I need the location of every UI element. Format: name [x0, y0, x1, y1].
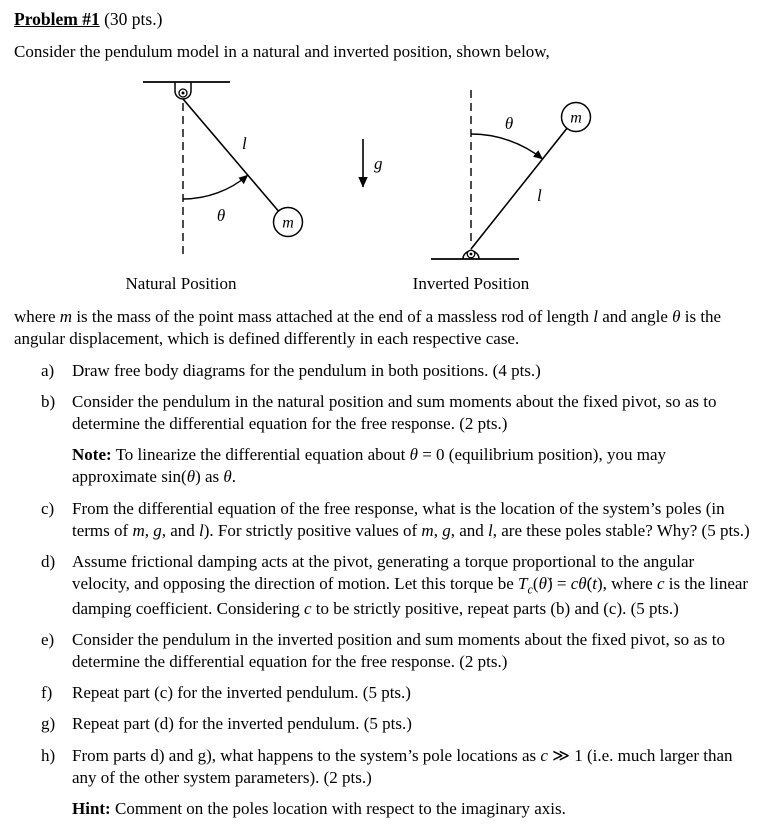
part-b — [14, 391, 766, 435]
part-text: From parts d) and g), what happens to the system’s pole locations as c ≫ 1 (i.e. much larger than any of the other system parameters). (2 pts.) — [72, 745, 733, 787]
description-paragraph: where m is the mass of the point mass attached at the end of a massless rod of length l and angle θ is the angular displacement, which is defined differently in each respective case. — [14, 306, 722, 348]
angle-arc — [471, 134, 543, 159]
part-marker: a) — [41, 361, 55, 381]
part-d — [14, 551, 766, 620]
natural-pendulum-diagram — [126, 82, 303, 293]
pendulum-figure — [118, 69, 766, 302]
part-marker: h) — [41, 745, 56, 765]
length-label: l — [242, 133, 247, 153]
problem-parts-list — [14, 360, 766, 820]
part-marker — [41, 444, 72, 488]
pivot-pin-dot — [182, 91, 185, 94]
length-label: l — [537, 185, 542, 205]
part-e — [14, 629, 766, 673]
gravity-arrow — [363, 139, 383, 187]
inverted-pendulum-diagram — [413, 87, 591, 293]
pivot-pin-dot — [470, 252, 473, 255]
natural-position-caption: Natural Position — [125, 273, 237, 293]
pendulum-rod — [471, 128, 567, 249]
part-f — [14, 682, 766, 704]
part-text: Assume frictional damping acts at the pivot, generating a torque proportional to the angular velocity, and opposing the direction of motion. Let this torque be $T_c(\thetȧ)$ = cθ̇(t), where c is the linear damping coefficient. Considering c to be strictly positive, repeat parts (b) and (c). (5 pts.) — [72, 551, 749, 619]
part-marker: f) — [41, 683, 53, 703]
part-c — [14, 498, 766, 542]
gravity-label: g — [374, 153, 383, 173]
part-marker: d) — [41, 551, 56, 571]
angle-arc — [183, 175, 248, 199]
hint-part-h — [14, 798, 766, 820]
mass-label: m — [570, 109, 582, 127]
note-part-b — [14, 444, 766, 488]
angle-label: θ — [216, 205, 226, 225]
pendulum-diagram-svg — [118, 69, 758, 297]
part-marker: e) — [41, 630, 55, 650]
part-text: Draw free body diagrams for the pendulum in both positions. (4 pts.) — [72, 361, 541, 381]
part-a — [14, 360, 766, 382]
part-text: Repeat part (d) for the inverted pendulum. (5 pts.) — [72, 714, 412, 734]
pendulum-rod — [183, 99, 279, 212]
part-text: Repeat part (c) for the inverted pendulum. (5 pts.) — [72, 683, 411, 703]
problem-title: Problem #1 (30 pts.) — [14, 9, 163, 29]
part-text: From the differential equation of the free response, what is the location of the system’s poles (in terms of m, g, and l). For strictly positive values of m, g, and l, are these poles stable? Why? (5 pts.) — [72, 498, 750, 540]
part-h — [14, 745, 766, 789]
angle-label: θ — [504, 113, 514, 133]
inverted-position-caption: Inverted Position — [412, 273, 530, 293]
part-text: Consider the pendulum in the natural position and sum moments about the fixed pivot, so as to determine the differential equation for the free response. (2 pts.) — [72, 392, 717, 434]
hint-text: Hint: Comment on the poles location with respect to the imaginary axis. — [72, 798, 566, 818]
part-g — [14, 713, 766, 735]
intro-paragraph: Consider the pendulum model in a natural and inverted position, shown below, — [14, 41, 550, 61]
note-text: Note: To linearize the differential equation about θ = 0 (equilibrium position), you may approximate sin(θ) as θ. — [72, 445, 666, 487]
part-marker: g) — [41, 714, 56, 734]
part-marker: b) — [41, 392, 56, 412]
part-text: Consider the pendulum in the inverted position and sum moments about the fixed pivot, so as to determine the differential equation for the free response. (2 pts.) — [72, 630, 725, 672]
part-marker — [41, 798, 72, 820]
part-marker: c) — [41, 498, 55, 518]
mass-label: m — [282, 214, 294, 232]
